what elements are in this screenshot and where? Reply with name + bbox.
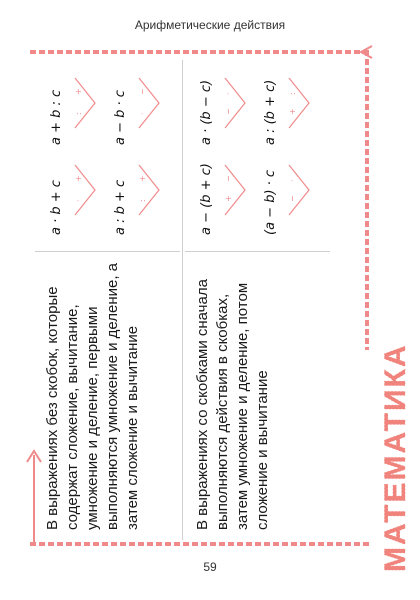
section-brand-label bbox=[370, 340, 420, 575]
rule-examples bbox=[35, 60, 180, 245]
order-step-label: : bbox=[138, 199, 147, 202]
order-step-label: − bbox=[138, 88, 147, 95]
rule-text: В выражениях без скобок, которые содержат сложение, вычитание, умножение и деление, первыми выполняются умножение и деление, а затем сложение и вычитание bbox=[44, 262, 141, 530]
frame-right-line bbox=[365, 50, 369, 350]
example-expression: a + b : c bbox=[49, 89, 64, 145]
example-expression: a · (b − c) bbox=[199, 79, 214, 145]
order-step-label: · bbox=[224, 92, 233, 95]
rule-row bbox=[185, 60, 330, 540]
example-expression: a : (b + c) bbox=[263, 79, 278, 145]
example-expression: a − (b + c) bbox=[199, 163, 214, 235]
brand-text: МАТЕМАТИКА bbox=[379, 343, 412, 572]
order-step-label: − bbox=[224, 108, 233, 115]
example-expression: (a − b) · c bbox=[263, 169, 278, 235]
operation-order-mark bbox=[285, 73, 313, 133]
example-expression: a · b + c bbox=[49, 180, 64, 235]
example-expression: a − b · c bbox=[113, 90, 128, 145]
operation-order-mark bbox=[71, 73, 99, 133]
order-step-label: : bbox=[288, 92, 297, 95]
order-step-label: + bbox=[288, 108, 297, 115]
example-expression: a : b + c bbox=[113, 179, 128, 235]
column-divider bbox=[185, 251, 330, 252]
rule-text: В выражениях со скобками сначала выполняются действия в скобках, затем умножение и деление, потом сложение и вычитание bbox=[194, 279, 271, 530]
order-step-label: : bbox=[74, 112, 83, 115]
operation-order-mark bbox=[135, 73, 163, 133]
order-step-label: + bbox=[74, 88, 83, 95]
arrow-left-icon bbox=[358, 44, 374, 60]
operation-order-mark bbox=[71, 160, 99, 220]
rules-table bbox=[35, 60, 365, 540]
running-header: Арифметические действия bbox=[134, 18, 286, 32]
rule-row bbox=[35, 60, 180, 540]
operation-order-mark bbox=[285, 160, 313, 220]
order-step-label: · bbox=[138, 112, 147, 115]
page-number: 59 bbox=[203, 560, 217, 574]
order-step-label: · bbox=[74, 199, 83, 202]
order-step-label: · bbox=[288, 179, 297, 182]
order-step-label: − bbox=[288, 195, 297, 202]
table-divider bbox=[182, 60, 183, 540]
frame-top-line bbox=[30, 50, 365, 54]
order-step-label: + bbox=[74, 175, 83, 182]
frame-bottom-line bbox=[30, 542, 370, 546]
order-step-label: + bbox=[224, 195, 233, 202]
operation-order-mark bbox=[221, 73, 249, 133]
order-step-label: − bbox=[224, 175, 233, 182]
rule-examples bbox=[185, 60, 330, 245]
column-divider bbox=[35, 251, 180, 252]
order-step-label: + bbox=[138, 175, 147, 182]
operation-order-mark bbox=[221, 160, 249, 220]
operation-order-mark bbox=[135, 160, 163, 220]
